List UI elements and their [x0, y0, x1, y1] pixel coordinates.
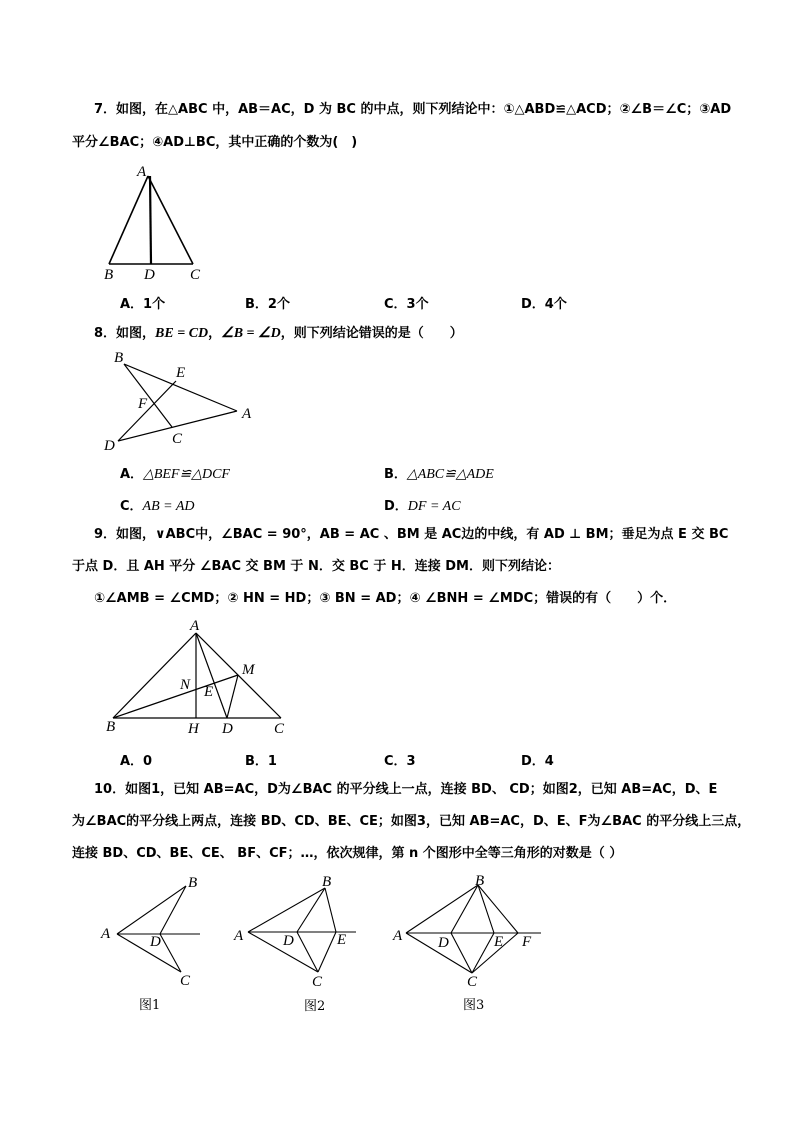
q9-label-c: C	[274, 721, 285, 737]
q9-option-b[interactable]: B．1	[245, 754, 277, 769]
q10-figure-2	[248, 888, 356, 972]
q10-fig2-label-b: B	[322, 874, 332, 890]
q9-label-m: M	[242, 662, 255, 678]
q9-stem-line2: 于点 D．且 AH 平分 ∠BAC 交 BM 于 N．交 BC 于 H．连接 DM．则下列结论：	[72, 559, 560, 574]
q9-stem-line3: ①∠AMB = ∠CMD；② HN = HD；③ BN = AD；④ ∠BNH = ∠MDC；错误的有（ ）个．	[94, 591, 677, 606]
q8-option-a-text: △BEF≌△DCF	[143, 467, 230, 482]
q10-fig2-label-c: C	[312, 974, 323, 990]
q10-figure-1	[117, 886, 200, 972]
q8-option-c-letter: C．	[120, 499, 143, 514]
q10-fig1-label-a: A	[101, 926, 111, 942]
q7-label-a: A	[137, 164, 147, 180]
q8-cond1: BE = CD	[155, 326, 209, 341]
q10-fig3-label-b: B	[475, 873, 485, 889]
q8-label-f: F	[138, 396, 148, 412]
q8-option-b-letter: B．	[384, 467, 407, 482]
q8-label-a: A	[242, 406, 252, 422]
q10-fig3-label-a: A	[393, 928, 403, 944]
q7-stem-line1: 7．如图，在△ABC 中，AB＝AC，D 为 BC 的中点，则下列结论中：①△ABD≌△ACD；②∠B＝∠C；③AD	[94, 102, 732, 117]
q10-stem-line1: 10．如图1，已知 AB=AC，D为∠BAC 的平分线上一点，连接 BD、 CD；如图2，已知 AB=AC，D、E	[94, 782, 718, 797]
q10-figure-3	[406, 885, 541, 973]
q10-fig2-label-a: A	[234, 928, 244, 944]
q9-stem-line1: 9．如图，∨ABC中，∠BAC = 90°，AB = AC 、BM 是 AC边的中线，有 AD ⊥ BM；垂足为点 E 交 BC	[94, 527, 729, 542]
q10-caption-2: 图2	[304, 999, 326, 1014]
q9-label-d: D	[222, 721, 233, 737]
q8-option-c-text: AB = AD	[142, 499, 195, 514]
q9-label-b: B	[106, 719, 116, 735]
q8-label-c: C	[172, 431, 183, 447]
q9-label-a: A	[190, 618, 200, 634]
q8-suffix: ，则下列结论错误的是（ ）	[280, 326, 463, 341]
q8-option-d-text: DF = AC	[407, 499, 461, 514]
q7-label-d: D	[144, 267, 155, 283]
q7-stem-line2: 平分∠BAC；④AD⊥BC，其中正确的个数为( )	[72, 135, 358, 150]
q7-option-b[interactable]: B．2个	[245, 297, 290, 312]
q8-cond2: ∠B = ∠D	[221, 326, 281, 341]
q8-option-b-text: △ABC≌△ADE	[406, 467, 494, 482]
q8-label-e: E	[176, 365, 186, 381]
q7-option-c[interactable]: C．3个	[384, 297, 429, 312]
q10-fig3-label-d: D	[438, 935, 449, 951]
q9-option-c[interactable]: C．3	[384, 754, 416, 769]
q10-stem-line2: 为∠BAC的平分线上两点，连接 BD、CD、BE、CE；如图3，已知 AB=AC，D、E、F为∠BAC 的平分线上三点，	[72, 814, 751, 829]
q7-option-d[interactable]: D．4个	[521, 297, 567, 312]
q10-fig1-label-c: C	[180, 973, 191, 989]
q10-fig1-label-b: B	[188, 875, 198, 891]
q9-label-e: E	[204, 684, 214, 700]
q9-option-a[interactable]: A．0	[120, 754, 153, 769]
q10-fig3-label-e: E	[494, 934, 504, 950]
q8-label-d: D	[104, 438, 115, 454]
q10-caption-1: 图1	[139, 998, 161, 1013]
q8-option-a-letter: A．	[120, 467, 144, 482]
q7-label-c: C	[190, 267, 201, 283]
q8-prefix: 8．如图，	[94, 326, 156, 341]
q10-fig3-label-c: C	[467, 974, 478, 990]
q9-label-h: H	[188, 721, 199, 737]
q9-label-n: N	[180, 677, 191, 693]
q7-option-a[interactable]: A．1个	[120, 297, 166, 312]
q10-fig3-label-f: F	[522, 934, 532, 950]
q7-label-b: B	[104, 267, 114, 283]
q10-stem-line3: 连接 BD、CD、BE、CE、 BF、CF；…，依次规律，第 n 个图形中全等三角形的对数是（ ）	[72, 846, 623, 861]
q10-fig2-label-e: E	[337, 932, 347, 948]
q10-fig1-label-d: D	[150, 934, 161, 950]
q10-fig2-label-d: D	[283, 933, 294, 949]
q8-label-b: B	[114, 350, 124, 366]
q8-sep: ，	[208, 326, 222, 341]
q10-caption-3: 图3	[463, 998, 485, 1013]
q8-option-d-letter: D．	[384, 499, 408, 514]
q9-option-d[interactable]: D．4	[521, 754, 554, 769]
